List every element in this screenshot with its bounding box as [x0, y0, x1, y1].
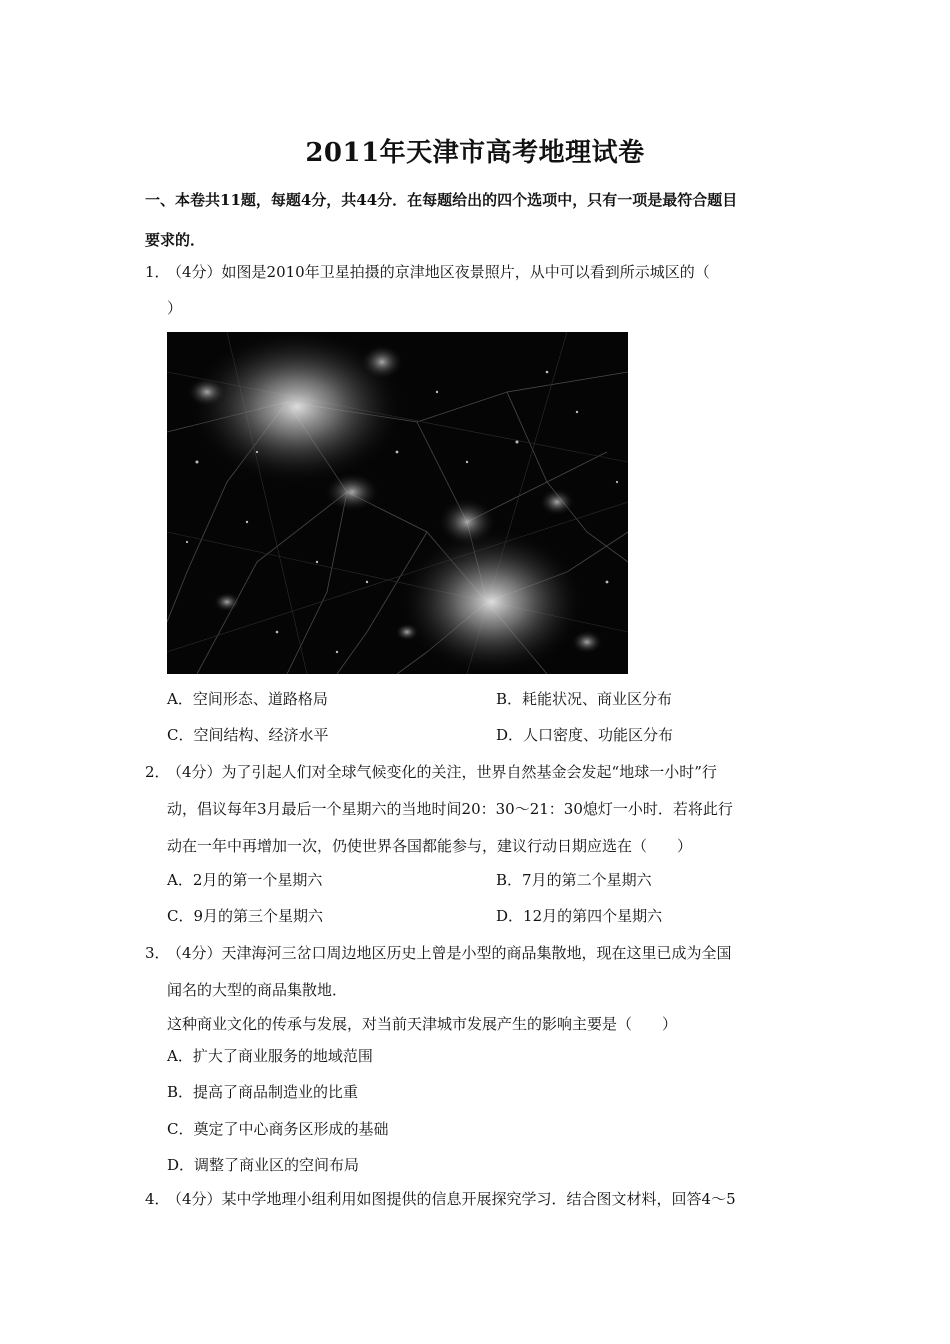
question-3-line1: （4分）天津海河三岔口周边地区历史上曾是小型的商品集散地，现在这里已成为全国 [167, 944, 732, 962]
question-4-line1: （4分）某中学地理小组利用如图提供的信息开展探究学习．结合图文材料，回答4～5 [167, 1190, 736, 1208]
question-4-number: 4． [145, 1190, 170, 1208]
question-3-line3: 这种商业文化的传承与发展，对当前天津城市发展产生的影响主要是（ ） [167, 1015, 678, 1033]
question-2-option-d[interactable]: D．12月的第四个星期六 [496, 907, 663, 925]
question-2-option-b[interactable]: B．7月的第二个星期六 [496, 871, 652, 889]
question-3-option-d[interactable]: D．调整了商业区的空间布局 [167, 1156, 360, 1174]
question-3-option-a[interactable]: A．扩大了商业服务的地域范围 [167, 1047, 373, 1065]
question-1-number: 1． [145, 263, 170, 281]
question-3-option-b[interactable]: B．提高了商品制造业的比重 [167, 1083, 359, 1101]
question-2-line2: 动，倡议每年3月最后一个星期六的当地时间20：30～21：30熄灯一小时．若将此行 [167, 800, 733, 818]
question-2-number: 2． [145, 763, 170, 781]
question-1-option-d[interactable]: D．人口密度、功能区分布 [496, 726, 674, 744]
question-2-line3: 动在一年中再增加一次，仍使世界各国都能参与，建议行动日期应选在（ ） [167, 837, 693, 855]
question-1-option-c[interactable]: C．空间结构、经济水平 [167, 726, 329, 744]
question-1-line1: （4分）如图是2010年卫星拍摄的京津地区夜景照片，从中可以看到所示城区的（ [167, 263, 710, 281]
question-1-option-a[interactable]: A．空间形态、道路格局 [167, 690, 328, 708]
section-heading-line1: 一、本卷共11题，每题4分，共44分．在每题给出的四个选项中，只有一项是最符合题目 [145, 191, 738, 209]
question-2-option-c[interactable]: C．9月的第三个星期六 [167, 907, 324, 925]
question-2-option-a[interactable]: A．2月的第一个星期六 [167, 871, 323, 889]
question-2-line1: （4分）为了引起人们对全球气候变化的关注，世界自然基金会发起“地球一小时”行 [167, 763, 717, 781]
question-3-number: 3． [145, 944, 170, 962]
section-heading-line2: 要求的． [145, 231, 206, 249]
question-3-option-c[interactable]: C．奠定了中心商务区形成的基础 [167, 1120, 389, 1138]
question-3-line2: 闻名的大型的商品集散地． [167, 981, 348, 999]
page-title: 2011年天津市高考地理试卷 [305, 138, 645, 168]
question-1-line2: ） [167, 299, 183, 317]
question-1-option-b[interactable]: B．耗能状况、商业区分布 [496, 690, 673, 708]
satellite-night-photo [167, 332, 628, 674]
